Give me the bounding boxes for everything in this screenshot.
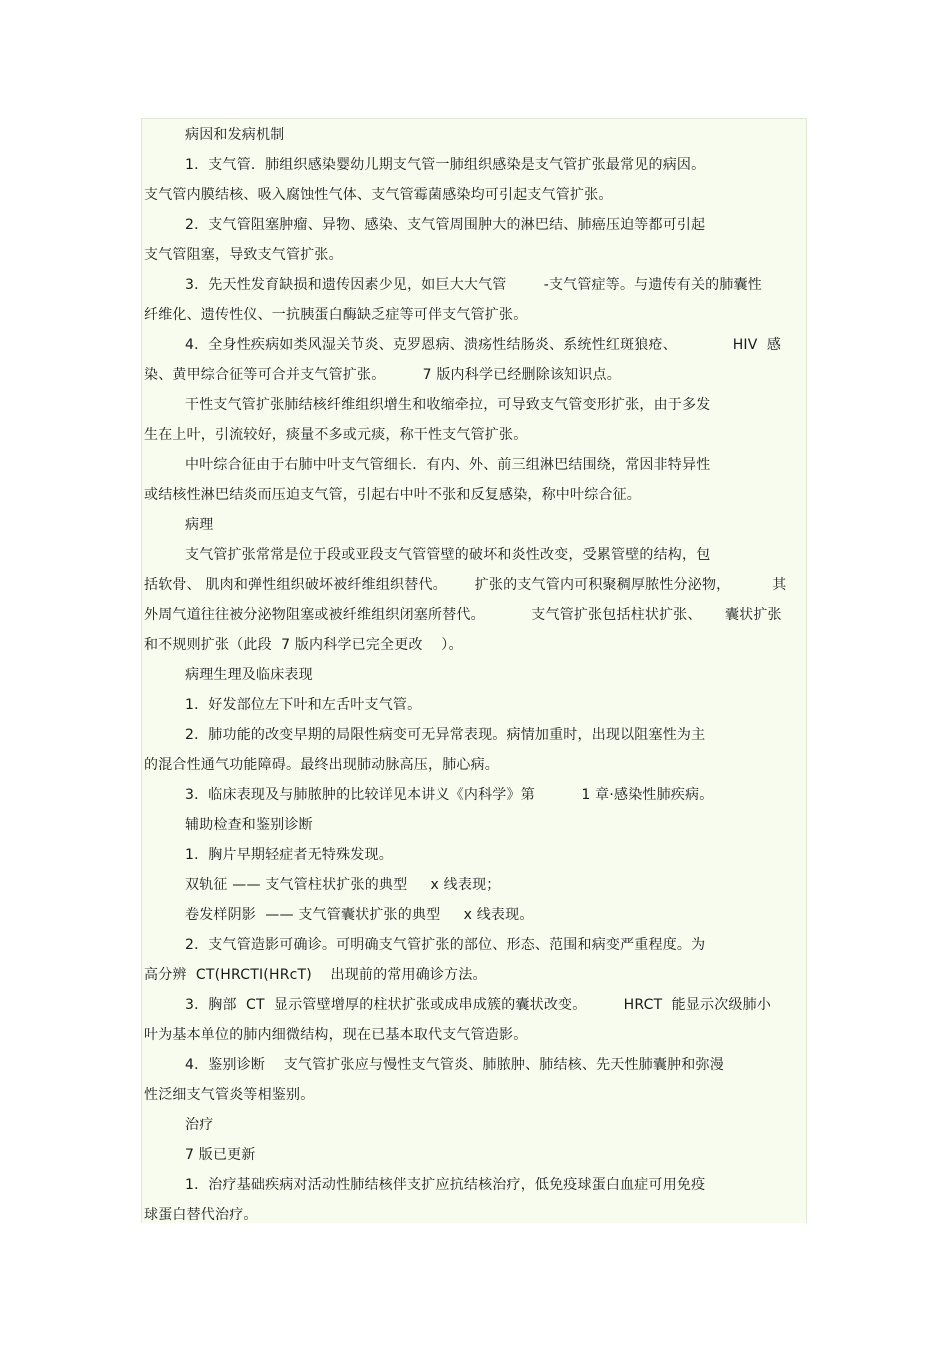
text-line: 2．支气管阻塞肿瘤、异物、感染、支气管周围肿大的淋巴结、肺癌压迫等都可引起	[185, 217, 706, 233]
section-heading-pathology: 病理	[185, 517, 214, 533]
text-line: 卷发样阴影 —— 支气管囊状扩张的典型 x 线表现。	[185, 907, 534, 923]
text-line: 球蛋白替代治疗。	[144, 1207, 258, 1223]
text-line: 染、黄甲综合征等可合并支气管扩张。 7 版内科学已经删除该知识点。	[144, 367, 621, 383]
text-line: 3．先天性发育缺损和遗传因素少见，如巨大大气管 -支气管症等。与遗传有关的肺囊性	[185, 277, 762, 293]
text-line: 纤维化、遗传性仪、一抗胰蛋白酶缺乏症等可伴支气管扩张。	[144, 307, 528, 323]
text-line: 括软骨、 肌肉和弹性组织破坏被纤维组织替代。 扩张的支气管内可积聚稠厚脓性分泌物， 其	[144, 577, 787, 593]
text-line: 3．胸部 CT 显示管壁增厚的柱状扩张或成串成簇的囊状改变。 HRCT 能显示次级肺小	[185, 997, 772, 1013]
section-heading-pathophysiology: 病理生理及临床表现	[185, 667, 313, 683]
text-line: 中叶综合征由于右肺中叶支气管细长．有内、外、前三组淋巴结围绕，常因非特异性	[185, 457, 711, 473]
text-line: 和不规则扩张（此段 7 版内科学已完全更改 ）。	[144, 637, 463, 653]
text-line: 的混合性通气功能障碍。最终出现肺动脉高压，肺心病。	[144, 757, 499, 773]
document-page	[141, 118, 807, 1223]
text-line: 双轨征 —— 支气管柱状扩张的典型 x 线表现；	[185, 877, 501, 893]
text-line: 支气管扩张常常是位于段或亚段支气管管壁的破坏和炎性改变，受累管壁的结构，包	[185, 547, 711, 563]
text-line: 叶为基本单位的肺内细微结构，现在已基本取代支气管造影。	[144, 1027, 528, 1043]
text-line: 1．胸片早期轻症者无特殊发现。	[185, 847, 393, 863]
text-line: 4．全身性疾病如类风湿关节炎、克罗恩病、溃疡性结肠炎、系统性红斑狼疮、 HIV 感	[185, 337, 782, 353]
text-line: 2．肺功能的改变早期的局限性病变可无异常表现。病情加重时，出现以阻塞性为主	[185, 727, 706, 743]
text-line: 1．支气管．肺组织感染婴幼儿期支气管一肺组织感染是支气管扩张最常见的病因。	[185, 157, 706, 173]
text-line: 支气管阻塞，导致支气管扩张。	[144, 247, 343, 263]
text-line: 3．临床表现及与肺脓肿的比较详见本讲义《内科学》第 1 章·感染性肺疾病。	[185, 787, 714, 803]
text-line: 支气管内膜结核、吸入腐蚀性气体、支气管霉菌感染均可引起支气管扩张。	[144, 187, 613, 203]
text-line: 高分辨 CT(HRCTI(HRcT) 出现前的常用确诊方法。	[144, 967, 487, 983]
text-line: 4．鉴别诊断 支气管扩张应与慢性支气管炎、肺脓肿、肺结核、先天性肺囊肿和弥漫	[185, 1057, 724, 1073]
text-line: 生在上叶，引流较好，痰量不多或元痰，称干性支气管扩张。	[144, 427, 528, 443]
section-heading-etiology: 病因和发病机制	[185, 127, 285, 143]
text-line: 或结核性淋巴结炎而压迫支气管，引起右中叶不张和反复感染，称中叶综合征。	[144, 487, 641, 503]
text-line: 2．支气管造影可确诊。可明确支气管扩张的部位、形态、范围和病变严重程度。为	[185, 937, 706, 953]
text-line: 外周气道往往被分泌物阻塞或被纤维组织闭塞所替代。 支气管扩张包括柱状扩张、 囊状扩张	[144, 607, 782, 623]
text-line: 1．好发部位左下叶和左舌叶支气管。	[185, 697, 422, 713]
text-line: 7 版已更新	[185, 1147, 256, 1163]
text-line: 性泛细支气管炎等相鉴别。	[144, 1087, 315, 1103]
text-line: 1．治疗基础疾病对活动性肺结核伴支扩应抗结核治疗，低免疫球蛋白血症可用免疫	[185, 1177, 706, 1193]
text-line: 干性支气管扩张肺结核纤维组织增生和收缩牵拉，可导致支气管变形扩张，由于多发	[185, 397, 711, 413]
section-heading-diagnosis: 辅助检查和鉴别诊断	[185, 817, 313, 833]
section-heading-treatment: 治疗	[185, 1117, 214, 1133]
